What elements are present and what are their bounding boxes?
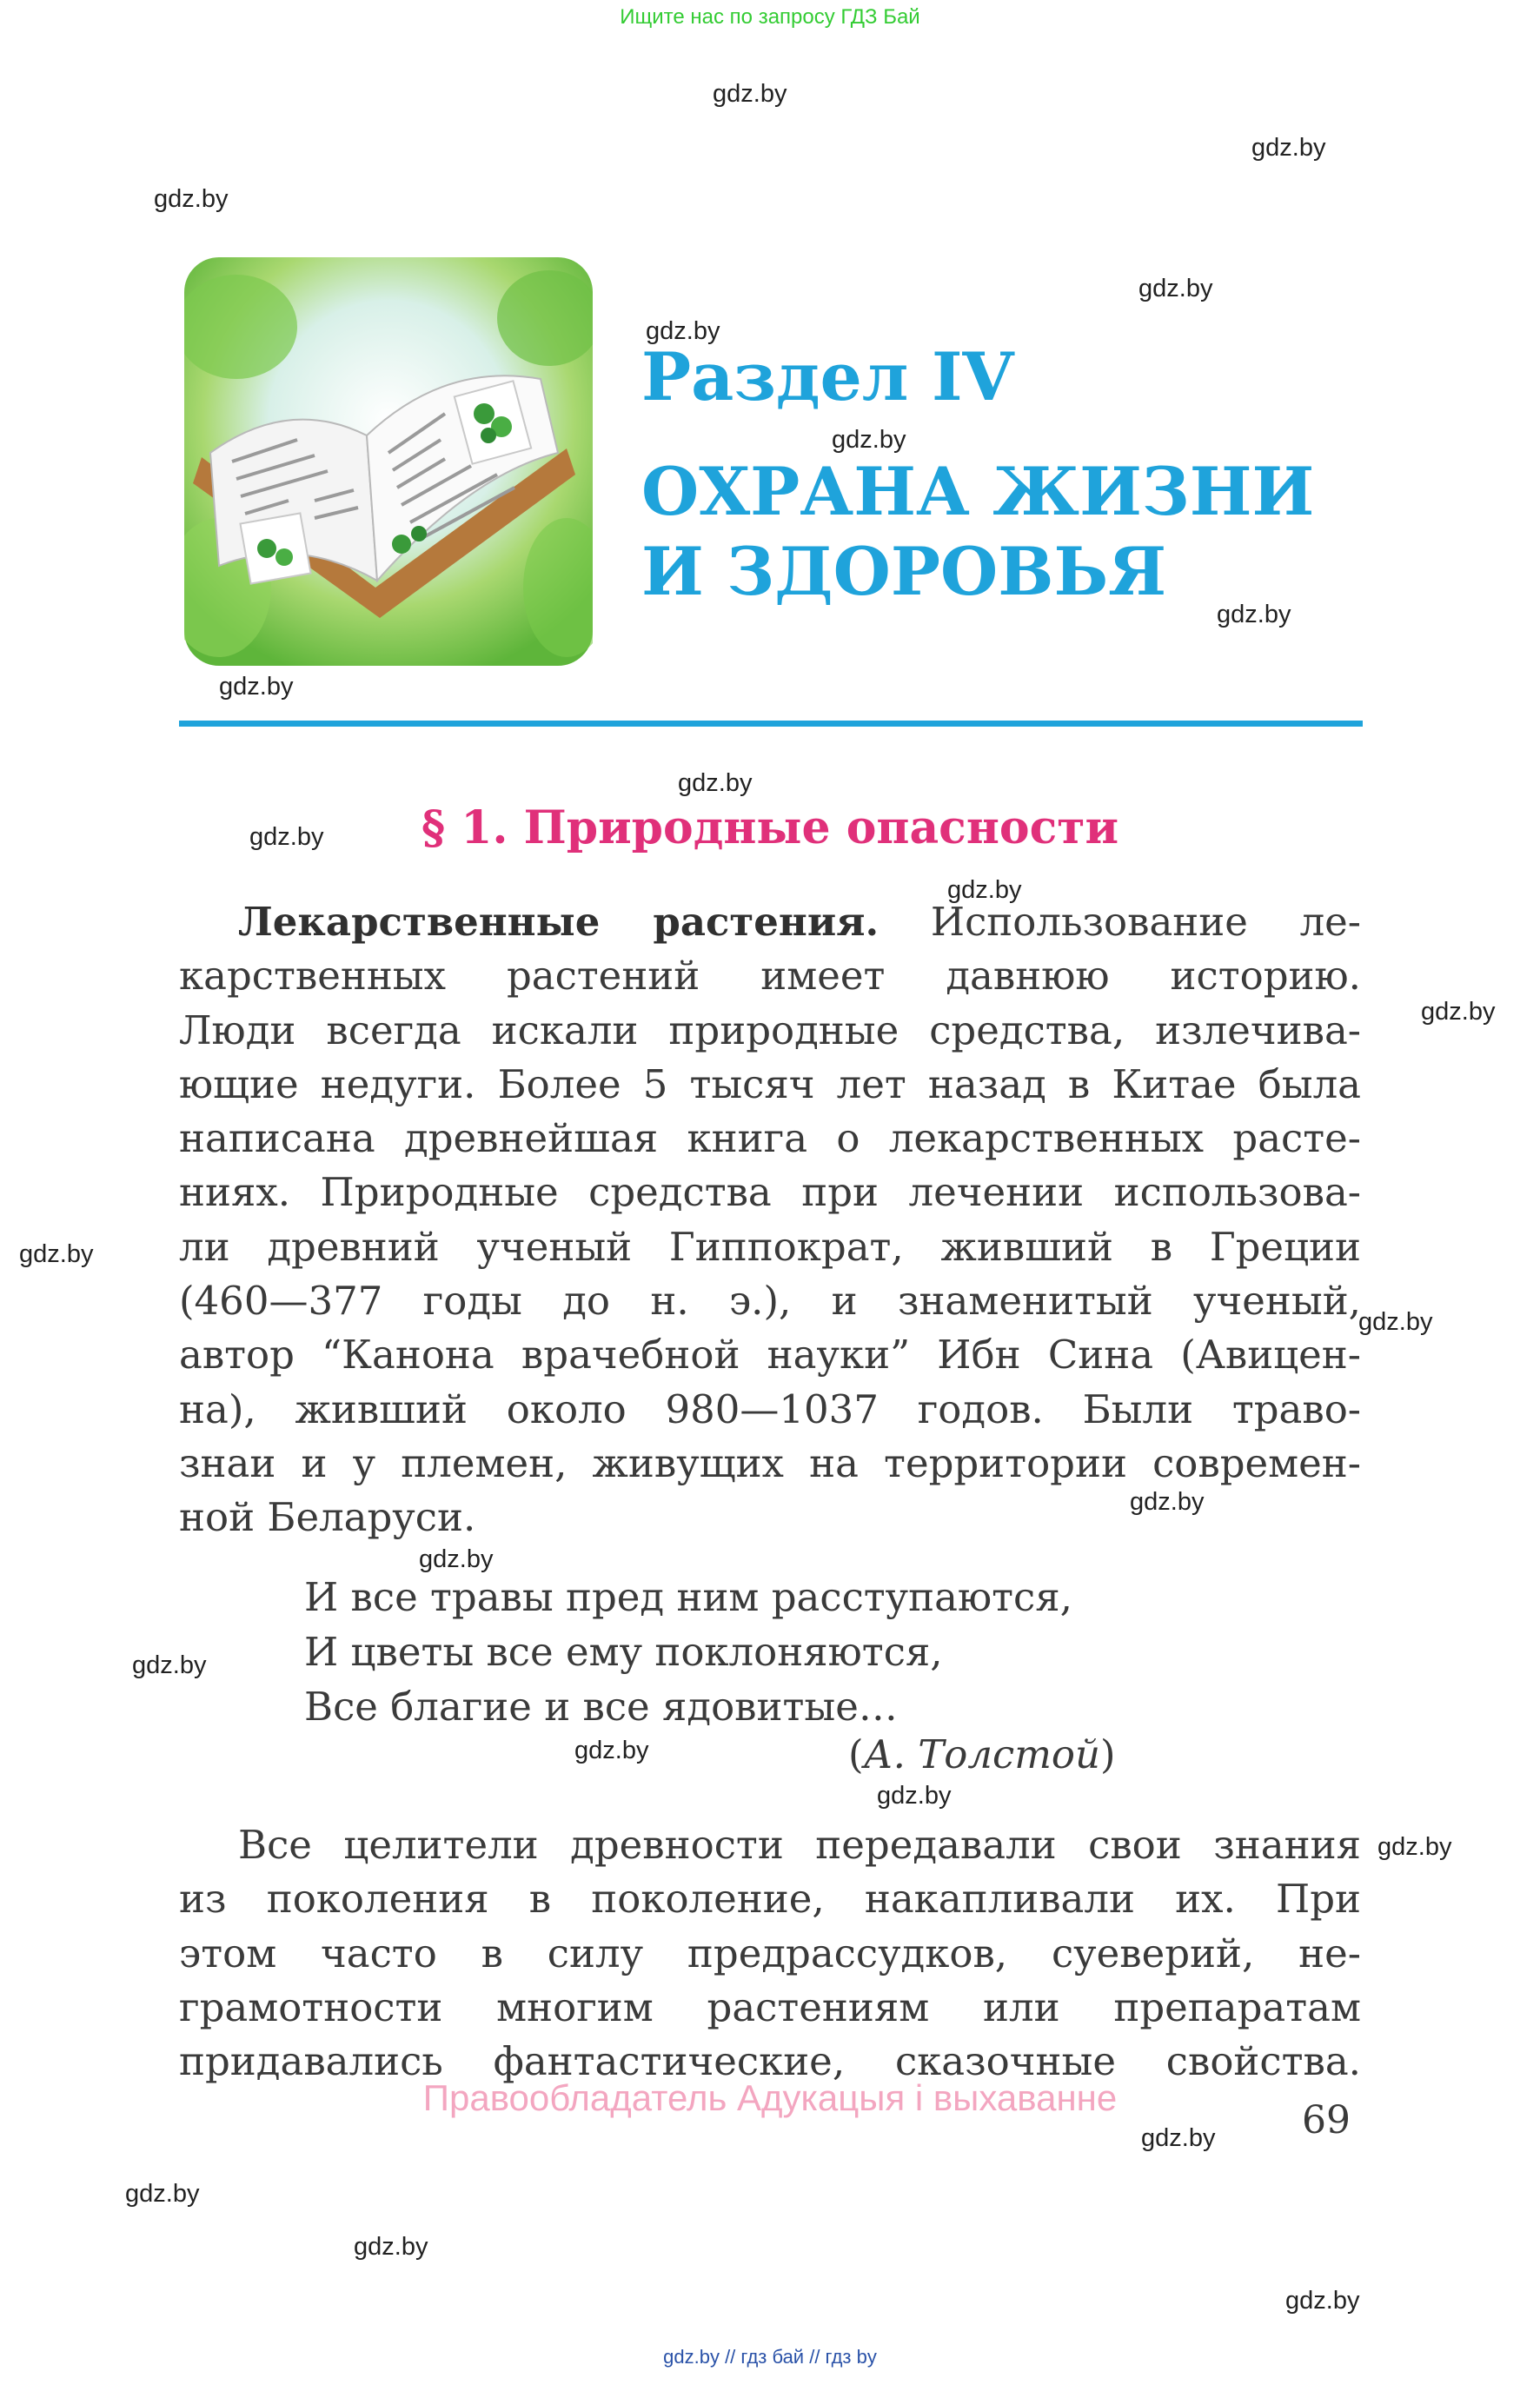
section-title-line: И ЗДОРОВЬЯ bbox=[641, 533, 1167, 610]
watermark: gdz.by bbox=[1377, 1833, 1452, 1861]
top-banner[interactable]: Ищите нас по запросу ГДЗ Бай bbox=[620, 5, 920, 29]
body-line: написана древнейшая книга о лекарственных расте- bbox=[179, 1115, 1361, 1162]
body-line: этом часто в силу предрассудков, суеверий, не- bbox=[179, 1930, 1361, 1976]
body-line: ниях. Природные средства при лечении использова- bbox=[179, 1169, 1361, 1216]
body-line: придавались фантастические, сказочные свойства. bbox=[179, 2038, 1361, 2085]
watermark: gdz.by bbox=[1130, 1488, 1205, 1516]
lead-rest: Использование ле- bbox=[879, 899, 1361, 945]
body-line: из поколения в поколение, накапливали их. При bbox=[179, 1876, 1361, 1923]
body-line: знаи и у племен, живущих на территории современ- bbox=[179, 1439, 1361, 1486]
watermark: gdz.by bbox=[19, 1240, 94, 1268]
footer-links[interactable]: gdz.by // гдз бай // гдз by bbox=[663, 2346, 877, 2368]
watermark: gdz.by bbox=[877, 1782, 952, 1810]
watermark: gdz.by bbox=[574, 1737, 649, 1764]
poem bbox=[304, 1570, 1072, 1734]
body-line bbox=[179, 895, 1361, 949]
copyright-notice: Правообладатель Адукацыя і выхаванне bbox=[422, 2077, 1118, 2118]
watermark: gdz.by bbox=[1141, 2124, 1216, 2152]
watermark: gdz.by bbox=[1251, 134, 1326, 162]
page-number: 69 bbox=[1302, 2098, 1351, 2143]
lead-term: Лекарственные растения. bbox=[238, 899, 880, 945]
watermark: gdz.by bbox=[1285, 2287, 1360, 2315]
poem-line: И все травы пред ним расступаются, bbox=[304, 1574, 1072, 1620]
section-number: Раздел IV bbox=[641, 338, 1014, 415]
watermark: gdz.by bbox=[154, 185, 229, 213]
watermark: gdz.by bbox=[947, 876, 1022, 904]
watermark: gdz.by bbox=[678, 769, 753, 797]
watermark: gdz.by bbox=[354, 2233, 428, 2261]
poem-author-name: А. Толстой bbox=[863, 1731, 1100, 1777]
watermark: gdz.by bbox=[219, 673, 294, 701]
body-line: на), живший около 980—1037 годов. Были траво- bbox=[179, 1385, 1361, 1432]
poem-author: (А. Толстой) bbox=[848, 1731, 1116, 1777]
section-title-line: ОХРАНА ЖИЗНИ bbox=[641, 453, 1315, 530]
body-line: Все целители древности передавали свои знания bbox=[238, 1822, 1361, 1868]
watermark: gdz.by bbox=[249, 823, 324, 851]
watermark: gdz.by bbox=[1421, 998, 1496, 1026]
watermark: gdz.by bbox=[713, 80, 787, 108]
body-line: ной Беларуси. bbox=[179, 1494, 476, 1541]
watermark: gdz.by bbox=[419, 1545, 494, 1573]
open-book-illustration bbox=[184, 257, 593, 666]
body-line: Люди всегда искали природные средства, излечива- bbox=[179, 1006, 1361, 1053]
watermark: gdz.by bbox=[832, 426, 906, 454]
poem-line: И цветы все ему поклоняются, bbox=[304, 1629, 943, 1675]
section-divider bbox=[179, 721, 1363, 727]
watermark: gdz.by bbox=[1138, 275, 1213, 302]
body-text-2 bbox=[179, 1818, 1361, 2089]
watermark: gdz.by bbox=[646, 317, 720, 345]
watermark: gdz.by bbox=[125, 2180, 200, 2208]
paragraph-heading: § 1. Природные опасности bbox=[421, 801, 1119, 854]
watermark: gdz.by bbox=[132, 1651, 207, 1679]
body-line: автор “Канона врачебной науки” Ибн Сина (Авицен- bbox=[179, 1332, 1361, 1379]
poem-line: Все благие и все ядовитые… bbox=[304, 1684, 898, 1730]
body-line: ющие недуги. Более 5 тысяч лет назад в Китае была bbox=[179, 1060, 1361, 1107]
body-text bbox=[179, 895, 1361, 1545]
body-line: грамотности многим растениям или препаратам bbox=[179, 1983, 1361, 2030]
watermark: gdz.by bbox=[1217, 601, 1291, 628]
body-line: (460—377 годы до н. э.), и знаменитый ученый, bbox=[179, 1278, 1361, 1325]
section-title bbox=[641, 452, 1314, 612]
body-line: карственных растений имеет давнюю историю. bbox=[179, 953, 1361, 1000]
watermark: gdz.by bbox=[1358, 1308, 1433, 1336]
body-line: ли древний ученый Гиппократ, живший в Греции bbox=[179, 1223, 1361, 1270]
